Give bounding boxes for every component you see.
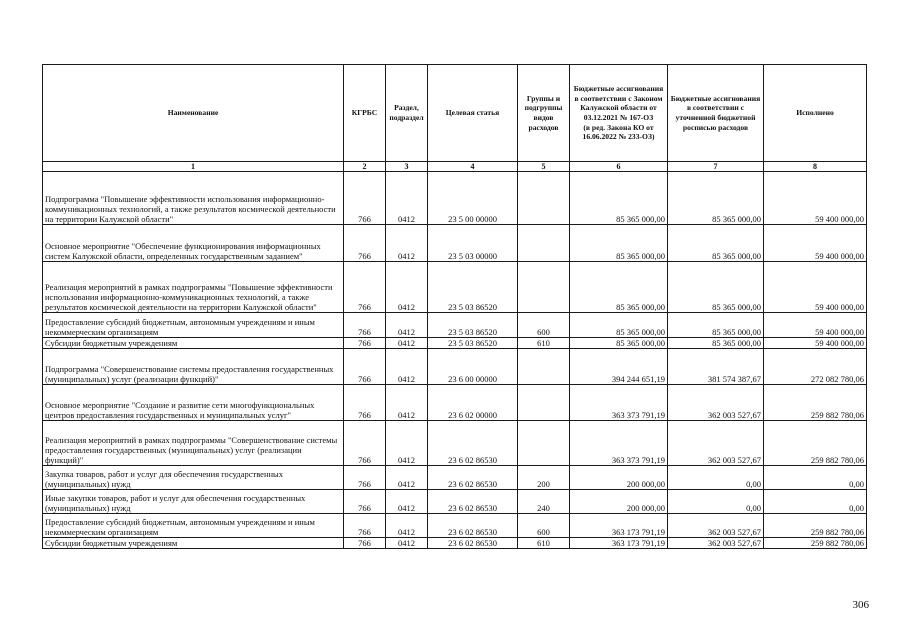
header-law-line2: (в ред. Закона КО от 16.06.2022 № 233-ОЗ) (582, 122, 655, 142)
row-executed: 59 400 000,00 (764, 313, 867, 338)
table-row (43, 385, 867, 421)
row-revised-allocation: 85 365 000,00 (668, 338, 764, 349)
table-row (43, 466, 867, 490)
row-name: Основное мероприятие "Обеспечение функционирования информационных систем Калужской области, определенных государственным заданием" (43, 225, 344, 262)
row-executed: 59 400 000,00 (764, 225, 867, 262)
row-revised-allocation: 85 365 000,00 (668, 172, 764, 225)
header-row (43, 65, 867, 162)
row-name: Основное мероприятие "Создание и развитие сети многофункциональных центров предоставления государственных и муниципальных услуг" (43, 385, 344, 421)
table-row (43, 538, 867, 549)
row-revised-allocation: 85 365 000,00 (668, 313, 764, 338)
row-target-article: 23 5 03 86520 (428, 262, 518, 313)
table-row (43, 421, 867, 466)
row-section: 0412 (386, 338, 428, 349)
row-target-article: 23 6 02 86530 (428, 421, 518, 466)
row-executed: 0,00 (764, 490, 867, 514)
row-kgrbs: 766 (344, 514, 386, 538)
row-target-article: 23 5 03 86520 (428, 338, 518, 349)
table-row (43, 338, 867, 349)
row-revised-allocation: 85 365 000,00 (668, 262, 764, 313)
row-law-allocation: 200 000,00 (570, 466, 668, 490)
header-executed: Исполнено (764, 65, 867, 162)
table-row (43, 313, 867, 338)
row-section: 0412 (386, 421, 428, 466)
row-revised-allocation: 0,00 (668, 490, 764, 514)
table-row (43, 172, 867, 225)
row-section: 0412 (386, 514, 428, 538)
row-section: 0412 (386, 262, 428, 313)
row-kgrbs: 766 (344, 313, 386, 338)
row-kgrbs: 766 (344, 538, 386, 549)
row-revised-allocation: 362 003 527,67 (668, 421, 764, 466)
row-expense-group (518, 225, 570, 262)
table-row (43, 349, 867, 385)
row-executed: 272 082 780,06 (764, 349, 867, 385)
row-executed: 59 400 000,00 (764, 172, 867, 225)
budget-table (42, 64, 867, 549)
row-target-article: 23 5 00 00000 (428, 172, 518, 225)
row-executed: 59 400 000,00 (764, 262, 867, 313)
row-revised-allocation: 85 365 000,00 (668, 225, 764, 262)
header-law (570, 65, 668, 162)
row-target-article: 23 6 02 86530 (428, 490, 518, 514)
row-law-allocation: 363 373 791,19 (570, 385, 668, 421)
row-law-allocation: 363 173 791,19 (570, 538, 668, 549)
row-section: 0412 (386, 538, 428, 549)
row-revised-allocation: 362 003 527,67 (668, 385, 764, 421)
row-section: 0412 (386, 225, 428, 262)
row-expense-group: 610 (518, 338, 570, 349)
header-revised: Бюджетные ассигнования в соответствии с уточненной бюджетной росписью расходов (668, 65, 764, 162)
column-number: 3 (386, 162, 428, 172)
row-law-allocation: 200 000,00 (570, 490, 668, 514)
row-executed: 259 882 780,06 (764, 385, 867, 421)
row-name: Реализация мероприятий в рамках подпрограммы "Повышение эффективности использования информационно-коммуникационных технологий, а также результатов космической деятельности на территории Калужской области" (43, 262, 344, 313)
row-target-article: 23 5 03 00000 (428, 225, 518, 262)
row-revised-allocation: 381 574 387,67 (668, 349, 764, 385)
row-name: Предоставление субсидий бюджетным, автономным учреждениям и иным некоммерческим организациям (43, 514, 344, 538)
header-section: Раздел, подраздел (386, 65, 428, 162)
row-kgrbs: 766 (344, 349, 386, 385)
row-name: Реализация мероприятий в рамках подпрограммы "Совершенствование системы предоставления государственных (муниципальных) услуг (реализации функций)" (43, 421, 344, 466)
row-kgrbs: 766 (344, 262, 386, 313)
table-row (43, 225, 867, 262)
row-executed: 0,00 (764, 466, 867, 490)
row-expense-group: 240 (518, 490, 570, 514)
row-expense-group (518, 349, 570, 385)
column-number: 2 (344, 162, 386, 172)
row-law-allocation: 363 373 791,19 (570, 421, 668, 466)
column-number-row (43, 162, 867, 172)
header-name: Наименование (43, 65, 344, 162)
table-row (43, 262, 867, 313)
row-target-article: 23 6 02 86530 (428, 538, 518, 549)
row-executed: 259 882 780,06 (764, 421, 867, 466)
row-section: 0412 (386, 490, 428, 514)
row-law-allocation: 85 365 000,00 (570, 225, 668, 262)
column-number: 5 (518, 162, 570, 172)
row-law-allocation: 394 244 651,19 (570, 349, 668, 385)
row-law-allocation: 363 173 791,19 (570, 514, 668, 538)
column-number: 7 (668, 162, 764, 172)
row-kgrbs: 766 (344, 421, 386, 466)
row-kgrbs: 766 (344, 385, 386, 421)
column-number: 8 (764, 162, 867, 172)
row-expense-group (518, 262, 570, 313)
header-kgrbs: КГРБС (344, 65, 386, 162)
row-expense-group (518, 385, 570, 421)
row-executed: 259 882 780,06 (764, 538, 867, 549)
row-name: Иные закупки товаров, работ и услуг для обеспечения государственных (муниципальных) нужд (43, 490, 344, 514)
row-expense-group: 600 (518, 313, 570, 338)
row-name: Предоставление субсидий бюджетным, автономным учреждениям и иным некоммерческим организациям (43, 313, 344, 338)
row-law-allocation: 85 365 000,00 (570, 262, 668, 313)
row-kgrbs: 766 (344, 490, 386, 514)
row-name: Подпрограмма "Повышение эффективности использования информационно-коммуникационных технологий, а также результатов космической деятельности на территории Калужской области" (43, 172, 344, 225)
header-law-line1: Бюджетные ассигнования в соответствии с Законом Калужской области от 03.12.2021 № 167-ОЗ (573, 84, 664, 122)
row-name: Подпрограмма "Совершенствование системы предоставления государственных (муниципальных) услуг (реализации функций)" (43, 349, 344, 385)
row-name: Субсидии бюджетным учреждениям (43, 538, 344, 549)
page-number: 306 (852, 599, 869, 611)
row-revised-allocation: 362 003 527,67 (668, 514, 764, 538)
row-executed: 259 882 780,06 (764, 514, 867, 538)
row-section: 0412 (386, 313, 428, 338)
row-target-article: 23 6 00 00000 (428, 349, 518, 385)
row-kgrbs: 766 (344, 172, 386, 225)
row-expense-group: 610 (518, 538, 570, 549)
row-law-allocation: 85 365 000,00 (570, 313, 668, 338)
row-target-article: 23 6 02 86530 (428, 466, 518, 490)
row-section: 0412 (386, 349, 428, 385)
table-row (43, 490, 867, 514)
row-revised-allocation: 362 003 527,67 (668, 538, 764, 549)
row-section: 0412 (386, 385, 428, 421)
row-target-article: 23 6 02 86530 (428, 514, 518, 538)
header-groups: Группы и подгруппы видов расходов (518, 65, 570, 162)
row-law-allocation: 85 365 000,00 (570, 172, 668, 225)
row-target-article: 23 6 02 00000 (428, 385, 518, 421)
row-kgrbs: 766 (344, 225, 386, 262)
row-name: Субсидии бюджетным учреждениям (43, 338, 344, 349)
row-name: Закупка товаров, работ и услуг для обеспечения государственных (муниципальных) нужд (43, 466, 344, 490)
row-kgrbs: 766 (344, 466, 386, 490)
row-law-allocation: 85 365 000,00 (570, 338, 668, 349)
row-revised-allocation: 0,00 (668, 466, 764, 490)
column-number: 6 (570, 162, 668, 172)
column-number: 4 (428, 162, 518, 172)
row-kgrbs: 766 (344, 338, 386, 349)
row-target-article: 23 5 03 86520 (428, 313, 518, 338)
row-expense-group: 600 (518, 514, 570, 538)
row-executed: 59 400 000,00 (764, 338, 867, 349)
row-expense-group (518, 421, 570, 466)
row-expense-group: 200 (518, 466, 570, 490)
row-section: 0412 (386, 466, 428, 490)
row-section: 0412 (386, 172, 428, 225)
column-number: 1 (43, 162, 344, 172)
table-row (43, 514, 867, 538)
header-target: Целевая статья (428, 65, 518, 162)
row-expense-group (518, 172, 570, 225)
